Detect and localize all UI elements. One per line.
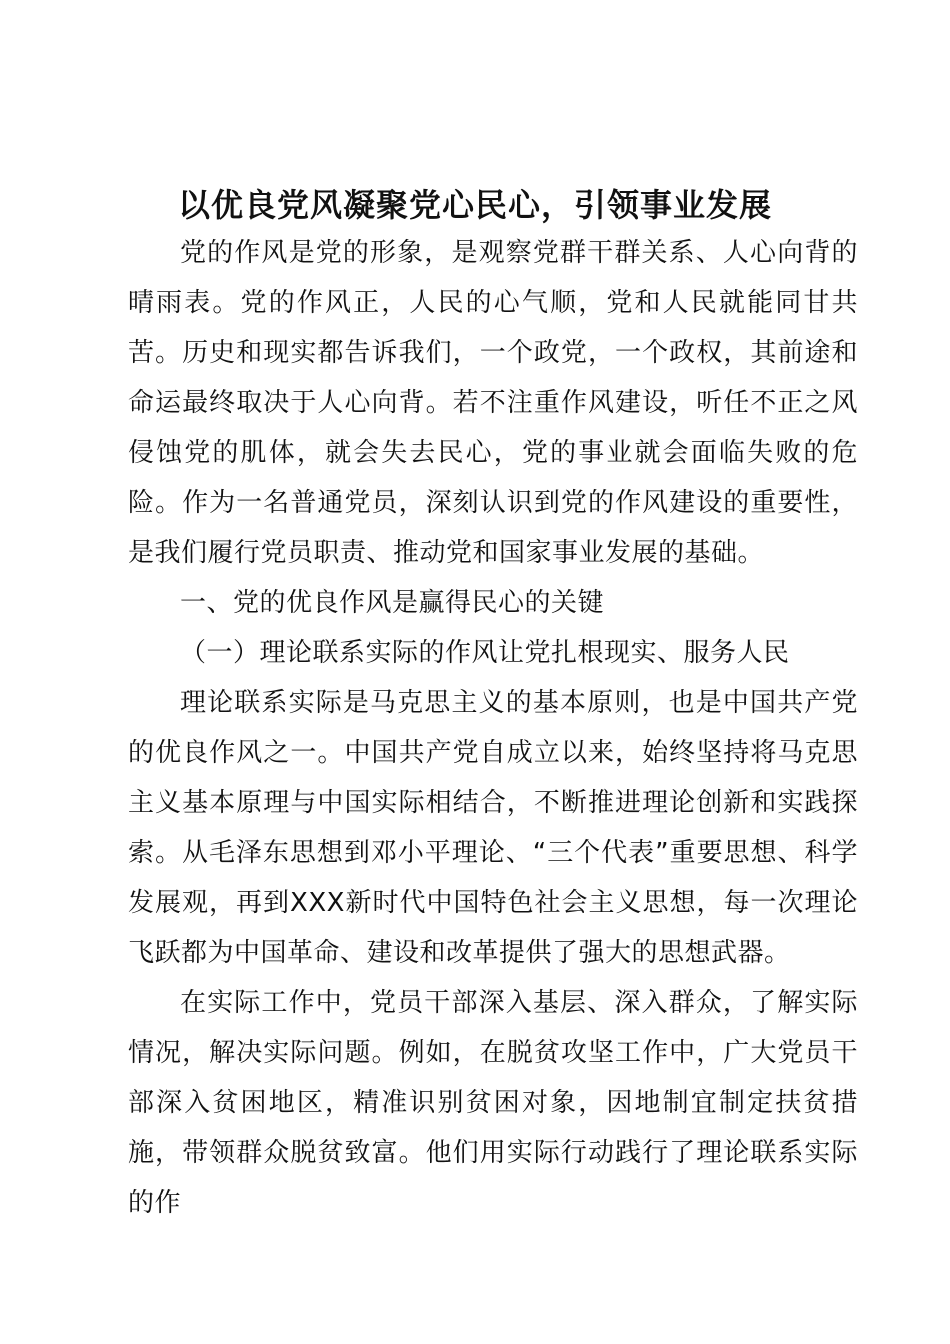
subsection-heading-1: （一）理论联系实际的作风让党扎根现实、服务人民	[180, 638, 790, 668]
paragraph-theory: 理论联系实际是马克思主义的基本原则，也是中国共产党的优良作风之一。中国共产党自成立以来，始终坚持将马克思主义基本原理与中国实际相结合，不断推进理论创新和实践探索。从毛泽东思想到邓小平理论、“三个代表”重要思想、科学发展观，再到XXX新时代中国特色社会主义思想，每一次理论飞跃都为中国革命、建设和改革提供了强大的思想武器。	[128, 688, 858, 968]
paragraph-practice: 在实际工作中，党员干部深入基层、深入群众，了解实际情况，解决实际问题。例如，在脱贫攻坚工作中，广大党员干部深入贫困地区，精准识别贫困对象，因地制宜制定扶贫措施，带领群众脱贫致富。他们用实际行动践行了理论联系实际的作	[128, 988, 858, 1218]
document-title: 以优良党风凝聚党心民心，引领事业发展	[177, 186, 772, 224]
section-heading-1: 一、党的优良作风是赢得民心的关键	[180, 588, 605, 618]
paragraph-intro: 党的作风是党的形象，是观察党群干群关系、人心向背的晴雨表。党的作风正，人民的心气顺，党和人民就能同甘共苦。历史和现实都告诉我们，一个政党，一个政权，其前途和命运最终取决于人心向背。若不注重作风建设，听任不正之风侵蚀党的肌体，就会失去民心，党的事业就会面临失败的危险。作为一名普通党员，深刻认识到党的作风建设的重要性，是我们履行党员职责、推动党和国家事业发展的基础。	[128, 238, 858, 568]
document-body	[128, 228, 858, 1228]
